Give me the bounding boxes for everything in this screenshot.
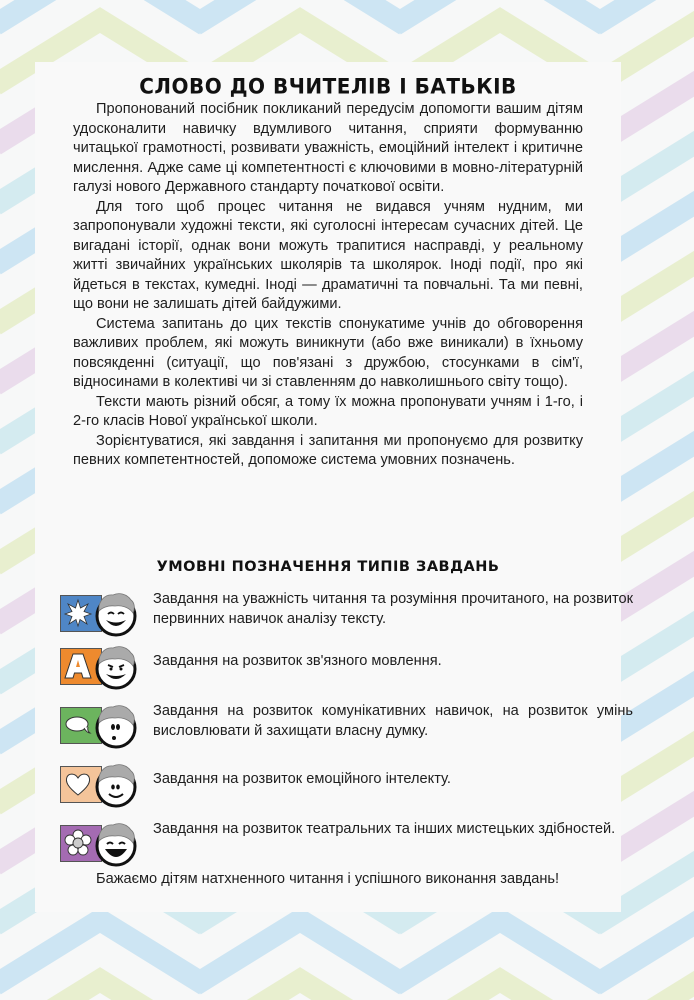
surprised-face-icon [93,703,139,749]
paragraph: Пропонований посібник покликаний передусім допомогти вашим дітям удосконалити навичку вдумливого читання, сприяти формуванню читацької грамотності, розвивати уважність, емоційний інтелект і критичне мислення. Адже саме ці компетентності є ключовими в мовно-літературній галузі нового Державного стандарту початкової освіти. [73,101,583,195]
legend-text: Завдання на уважність читання та розуміння прочитаного, на розвиток первинних навичок аналізу тексту. [153,591,633,627]
legend-item [60,643,595,693]
flower-icon [63,828,93,858]
closing-text [73,870,583,890]
heart-icon [63,769,93,799]
page-title: СЛОВО ДО ВЧИТЕЛІВ І БАТЬКІВ [139,73,517,99]
laughing-face-icon [93,821,139,867]
smiling-face-icon [93,644,139,690]
legend-title: УМОВНІ ПОЗНАЧЕННЯ ТИПІВ ЗАВДАНЬ [156,559,500,575]
paragraph: Зорієнтуватися, які завдання і запитання ми пропонуємо для розвитку певних компетентностей, допоможе система умовних позначень. [73,432,583,468]
legend-item [60,590,633,640]
paragraph: Тексти мають різний обсяг, а тому їх можна пропонувати учням і 1-го, і 2-го класів Нової української школи. [73,393,583,429]
badge-purple [60,825,116,862]
paragraph: Система запитань до цих текстів спонукатиме учнів до обговорення важливих проблем, які можуть виникнути (або вже виникали) в їхньому повсякденні (ситуації, що пов'язані з дружбою, стосунками в сім'ї, відносинами в колективі чи зі ставленням до навколишнього світу тощо). [73,315,583,390]
badge-peach [60,766,116,803]
content-panel [35,62,633,912]
legend-text: Завдання на розвиток зв'язного мовлення. [153,653,442,669]
legend-text: Завдання на розвиток театральних та інших мистецьких здібностей. [153,821,616,837]
paragraph: Для того щоб процес читання не видався учням нудним, ми запропонували художні тексти, які суголосні інтересам сучасних дітей. Це вигадані історії, однак вони можуть трапитися насправді, у реальному житті звичайних українських школярів та школярок. Іноді події, про які йдеться в текстах, кумедні. Іноді — драматичні та повчальні. Та ми певні, що вони не залишать дітей байдужими. [73,198,583,312]
speech-bubble-icon [63,710,93,740]
legend-text: Завдання на розвиток комунікативних навичок, на розвиток умінь висловлювати й захищати власну думку. [153,703,633,739]
legend-item [60,702,633,752]
badge-orange [60,648,116,685]
badge-green [60,707,116,744]
legend-text: Завдання на розвиток емоційного інтелекту. [153,771,451,787]
intro-text [73,100,583,471]
legend-item [60,820,616,870]
badge-blue [60,595,116,632]
happy-face-icon [93,762,139,808]
letter-a-icon [63,651,93,681]
paragraph: Бажаємо дітям натхненного читання і успішного виконання завдань! [96,871,560,887]
smiling-face-icon [93,591,139,637]
legend-item [60,761,595,811]
star-icon [63,598,93,628]
